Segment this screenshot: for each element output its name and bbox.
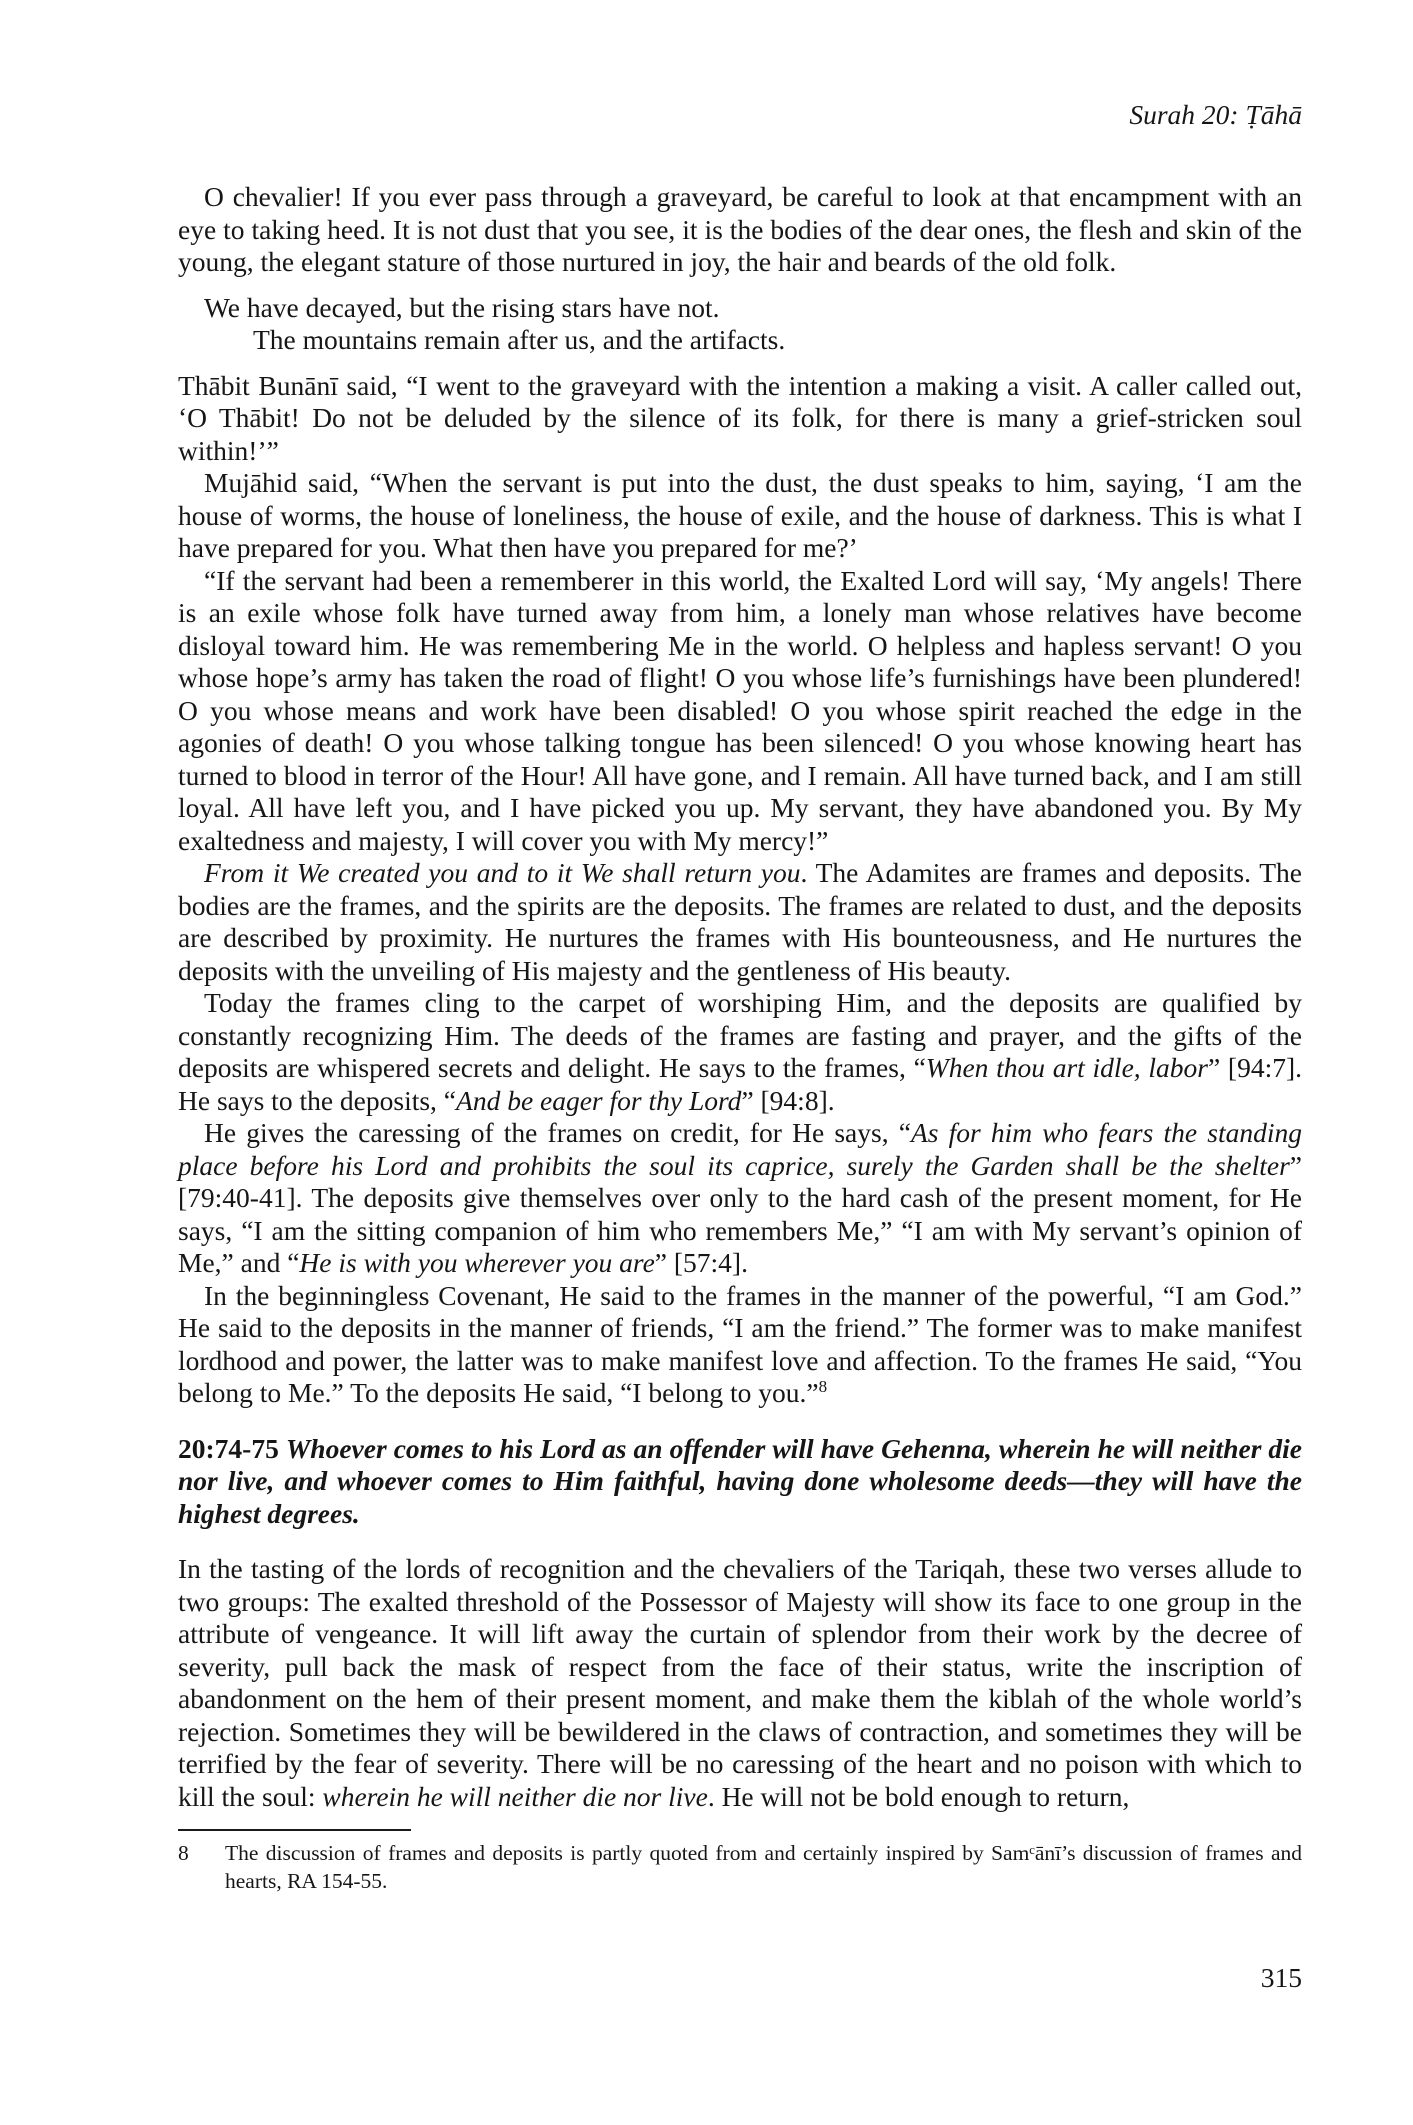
paragraph-covenant — [178, 1280, 1302, 1410]
text-column — [178, 0, 1302, 1895]
text-segment: Mujāhid said, “When the servant is put into the dust, the dust speaks to him, saying, ‘I am the house of worms, the house of loneliness, the house of exile, and the house of darkness. This is what I have prepared for you. What then have you prepared for me?’ — [178, 467, 1302, 563]
verse-reference: 20:74-75 — [178, 1432, 279, 1464]
text-segment: Thābit Bunānī said, “I went to the graveyard with the intention a making a visit. A caller called out, ‘O Thābit! Do not be deluded by the silence of its folk, for there is many a grief-stricken soul within!’” — [178, 369, 1302, 466]
text-segment: In the tasting of the lords of recognition and the chevaliers of the Tariqah, these two verses allude to two groups: The exalted threshold of the Possessor of Majesty will show its face to one group in the attribute of vengeance. It will lift away the curtain of splendor from their work by the decree of severity, pull back the mask of respect from the face of their status, write the inscription of abandonment on the hem of their present moment, and make them the kiblah of the whole world’s rejection. Sometimes they will be bewildered in the claws of contraction, and sometimes they will be terrified by the fear of severity. There will be no caressing of the heart and no poison with which to kill the soul: — [178, 1553, 1302, 1812]
quran-quote-italic: When thou art idle, labor — [925, 1052, 1208, 1083]
quran-quote-italic: wherein he will neither die nor live — [322, 1780, 708, 1812]
running-header — [178, 0, 1302, 131]
footnote-separator — [178, 1829, 411, 1831]
paragraph-today — [178, 987, 1302, 1117]
running-header-title: Surah 20: Ṭāhā — [1129, 99, 1302, 130]
text-segment: . He will not be bold enough to return, — [707, 1780, 1130, 1812]
quran-quote-italic: From it We created you and to it We shall return you — [204, 857, 801, 888]
footnote-reference: 8 — [818, 1376, 828, 1396]
text-segment: ” [57:4]. — [654, 1247, 748, 1278]
quran-quote-italic: He is with you wherever you are — [299, 1247, 655, 1278]
section-heading — [178, 1433, 1302, 1531]
page-body — [178, 181, 1302, 1895]
page-number: 315 — [1260, 1962, 1302, 1993]
section-heading-verse-text: Whoever comes to his Lord as an offender will have Gehenna, wherein he will neither die nor live, and whoever comes to Him faithful, having done wholesome deeds—they will have the highest degrees. — [178, 1432, 1303, 1529]
paragraph-tasting — [178, 1553, 1302, 1813]
quran-quote-italic: As for him who fears the standing place before his Lord and prohibits the soul its caprice, surely the Garden shall be the shelter — [178, 1117, 1302, 1181]
paragraph-rememberer — [178, 565, 1302, 858]
paragraph-he-gives — [178, 1117, 1302, 1280]
verse-line: The mountains remain after us, and the artifacts. — [253, 324, 786, 355]
paragraph-from-it — [178, 857, 1302, 987]
footnote-text: The discussion of frames and deposits is partly quoted from and certainly inspired by Samᶜānī’s discussion of frames and hearts, RA 154-55. — [225, 1841, 1302, 1893]
footnote-marker: 8 — [178, 1841, 189, 1865]
text-segment: In the beginningless Covenant, He said to the frames in the manner of the powerful, “I am God.” He said to the deposits in the manner of friends, “I am the friend.” The former was to make manifest lordhood and power, the latter was to make manifest love and affection. To the frames He said, “You belong to Me.” To the deposits He said, “I belong to you.” — [178, 1279, 1302, 1408]
text-segment: “If the servant had been a rememberer in this world, the Exalted Lord will say, ‘My angels! There is an exile whose folk have turned away from him, a lonely man whose relatives have become disloyal toward him. He was remembering Me in the world. O helpless and hapless servant! O you whose hope’s army has taken the road of flight! O you whose life’s furnishings have been plundered! O you whose means and work have been disabled! O you whose spirit reached the edge in the agonies of death! O you whose talking tongue has been silenced! O you whose knowing heart has turned to blood in terror of the Hour! All have gone, and I remain. All have turned back, and I am still loyal. All have left you, and I have picked you up. My servant, they have abandoned you. By My exaltedness and majesty, I will cover you with My mercy!” — [178, 564, 1302, 856]
verse-line: We have decayed, but the rising stars have not. — [204, 291, 720, 323]
paragraph-graveyard — [178, 181, 1302, 279]
paragraph-mujahid — [178, 467, 1302, 565]
verse-block — [178, 292, 1302, 357]
quran-quote-italic: And be eager for thy Lord — [456, 1084, 742, 1116]
paragraph-thabit — [178, 370, 1302, 468]
text-segment: O chevalier! If you ever pass through a graveyard, be careful to look at that encampment with an eye to taking heed. It is not dust that you see, it is the bodies of the dear ones, the flesh and skin of the young, the elegant stature of those nurtured in joy, the hair and beards of the old folk. — [178, 181, 1302, 277]
text-segment: ” [94:7]. He says to the deposits, “ — [178, 1052, 1302, 1116]
text-segment: ” [79:40-41]. The deposits give themselves over only to the hard cash of the present moment, for He says, “I am the sitting companion of him who remembers Me,” “I am with My servant’s opinion of Me,” and “ — [178, 1149, 1302, 1278]
text-segment: . The Adamites are frames and deposits. The bodies are the frames, and the spirits are the deposits. The frames are related to dust, and the deposits are described by proximity. He nurtures the frames with His bounteousness, and He nurtures the deposits with the unveiling of His majesty and the gentleness of His beauty. — [178, 857, 1302, 986]
footnote — [178, 1840, 1302, 1895]
text-segment: He gives the caressing of the frames on credit, for He says, “ — [204, 1117, 911, 1148]
text-segment: ” [94:8]. — [741, 1084, 835, 1116]
text-segment: Today the frames cling to the carpet of worshiping Him, and the deposits are qualified by constantly recognizing Him. The deeds of the frames are fasting and prayer, and the gifts of the deposits are whispered secrets and delight. He says to the frames, “ — [178, 987, 1302, 1083]
